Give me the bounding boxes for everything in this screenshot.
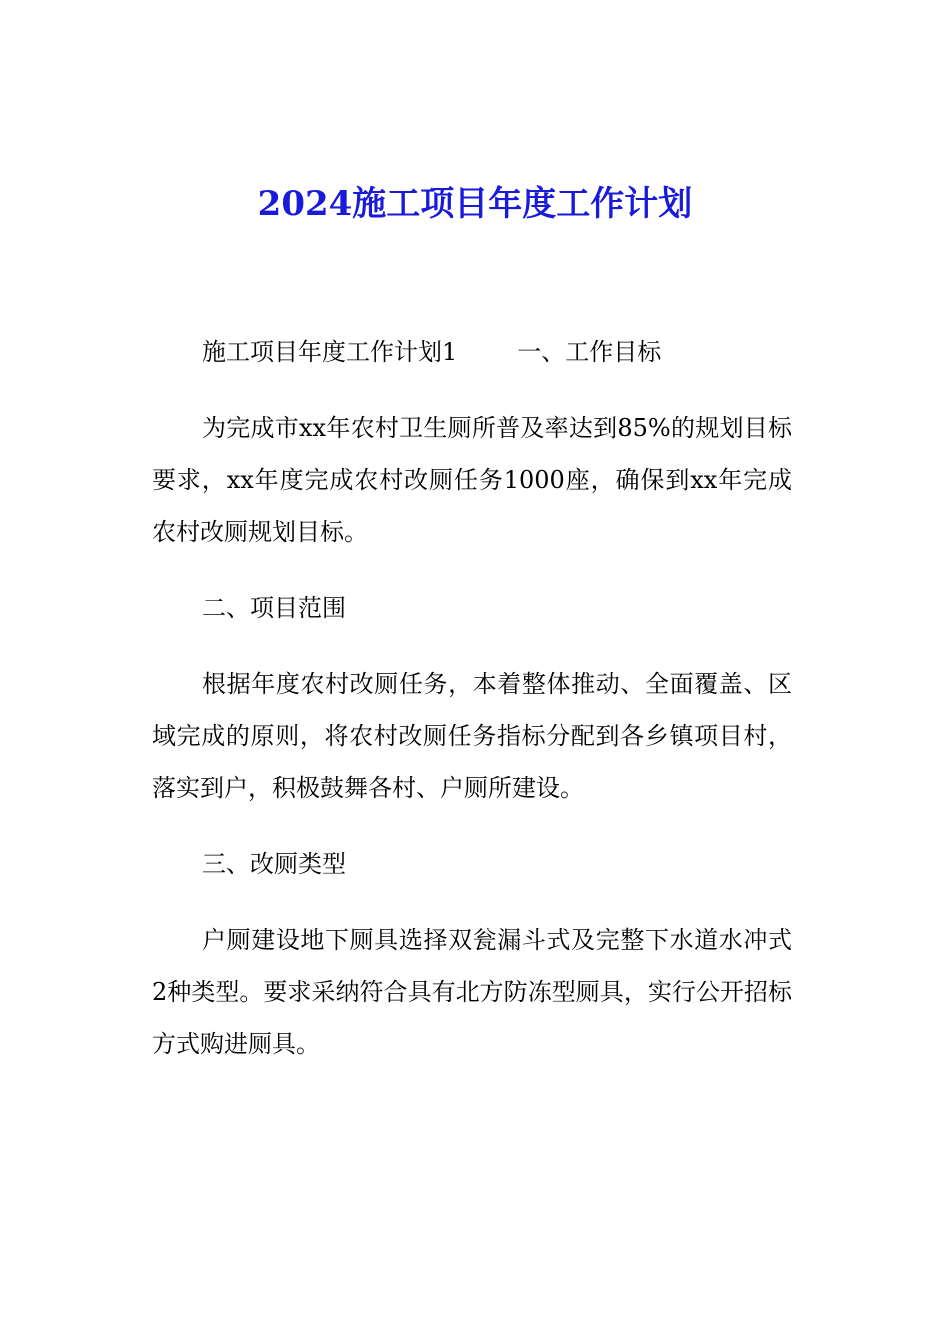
document-body: [152, 326, 792, 1094]
section-heading-project-scope: 二、项目范围: [202, 594, 346, 622]
section-heading-work-goal: 一、工作目标: [517, 338, 662, 366]
paragraph-toilet-type: 户厕建设地下厕具选择双瓮漏斗式及完整下水道水冲式2种类型。要求采纳符合具有北方防冻型厕具，实行公开招标方式购进厕具。: [152, 926, 792, 1058]
plan-label: 施工项目年度工作计划1: [202, 338, 458, 366]
paragraph-work-goal: 为完成市xx年农村卫生厕所普及率达到85%的规划目标要求，xx年度完成农村改厕任务1000座，确保到xx年完成农村改厕规划目标。: [152, 414, 792, 546]
section-heading-toilet-type: 三、改厕类型: [202, 850, 346, 878]
plan-heading-line: [152, 326, 792, 378]
document-title: 2024施工项目年度工作计划: [257, 184, 693, 224]
paragraph-project-scope: 根据年度农村改厕任务，本着整体推动、全面覆盖、区域完成的原则，将农村改厕任务指标分配到各乡镇项目村，落实到户，积极鼓舞各村、户厕所建设。: [152, 670, 792, 802]
